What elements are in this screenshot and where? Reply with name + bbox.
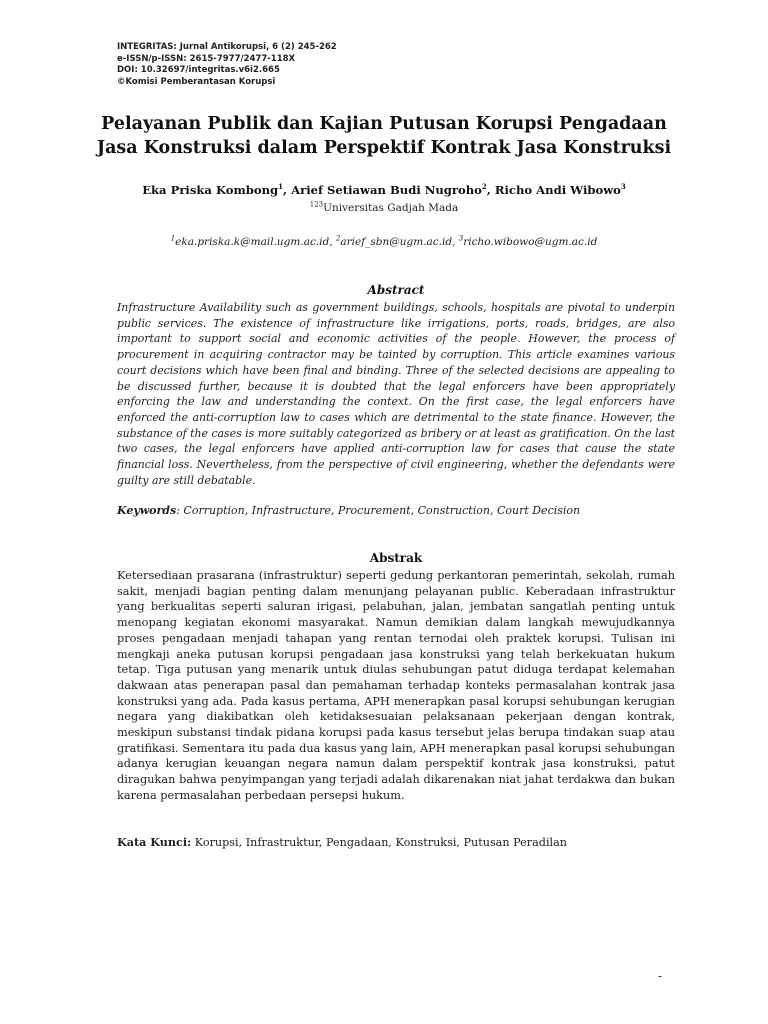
abstrak-body: Ketersediaan prasarana (infrastruktur) seperti gedung perkantoran pemerintah, sekolah, rumah sakit, menjadi bagian penting dalam menunjang pelayanan public. Keberadaan infrastruktur yang berkualitas seperti saluran irigasi, pelabuhan, jalan, jembatan sangatlah penting untuk menopang kegiatan ekonomi masyarakat. Namun demikian dalam langkah mewujudkannya proses pengadaan menjadi tahapan yang rentan ternodai oleh praktek korupsi. Tulisan ini mengkaji aneka putusan korupsi pengadaan jasa konstruksi yang telah berkekuatan hukum tetap. Tiga putusan yang menarik untuk diulas sehubungan patut diduga terdapat kelemahan dakwaan atas penerapan pasal dan pemahaman terhadap konteks permasalahan kontrak jasa konstruksi yang ada. Pada kasus pertama, APH menerapkan pasal korupsi sehubungan kerugian negara yang diakibatkan oleh ketidaksesuaian pelaksanaan pekerjaan dengan kontrak, meskipun substansi tindak pidana korupsi pada kasus tersebut jelas berupa tindakan suap atau gratifikasi. Sementara itu pada dua kasus yang lain, APH menerapkan pasal korupsi sehubungan adanya kerugian keuangan negara namun dalam perspektif kontrak jasa konstruksi, patut diragukan bahwa penyimpangan yang terjadi adalah dikarenakan niat jahat terdakwa dan bukan karena permasalahan perbedaan persepsi hukum. [117, 569, 675, 802]
affiliation-name: Universitas Gadjah Mada [323, 202, 459, 214]
title-line-1: Pelayanan Publik dan Kajian Putusan Korupsi Pengadaan [101, 114, 667, 134]
paper-title [60, 112, 708, 160]
author-sep: , [283, 183, 292, 197]
title-line-2: Jasa Konstruksi dalam Perspektif Kontrak Jasa Konstruksi [96, 138, 672, 158]
kata-kunci-label: Kata Kunci: [117, 835, 192, 849]
copyright-line: ©Komisi Pemberantasan Korupsi [117, 76, 276, 87]
kata-kunci-text: Korupsi, Infrastruktur, Pengadaan, Konstruksi, Putusan Peradilan [191, 836, 567, 849]
email-sup: 2 [335, 234, 341, 243]
email-sup: 3 [458, 234, 464, 243]
kata-kunci-line [117, 835, 675, 849]
abstrak-heading: Abstrak [369, 551, 423, 565]
author-list [60, 183, 708, 197]
author-sup: 1 [278, 182, 284, 192]
author-sup: 3 [620, 182, 626, 192]
journal-header [117, 42, 337, 88]
email-link[interactable]: eka.priska.k@mail.ugm.ac.id [175, 236, 330, 248]
abstract-heading: Abstract [367, 283, 425, 297]
doi-line: DOI: 10.32697/integritas.v6i2.665 [117, 65, 280, 75]
page-mark: - [658, 969, 663, 983]
affiliation [60, 202, 708, 214]
author-name: Richo Andi Wibowo [494, 183, 621, 197]
email-sup: 1 [170, 234, 176, 243]
email-sep: , [329, 236, 336, 248]
abstract-body: Infrastructure Availability such as government buildings, schools, hospitals are pivotal to underpin public services. The existence of infrastructure like irrigations, ports, roads, bridges, are also important to support social and economic activities of the people. However, the process of procurement in acquiring contractor may be tainted by corruption. This article examines various court decisions which have been final and binding. Three of the selected decisions are appealing to be discussed further, because it is doubted that the legal enforcers have been appropriately enforcing the law and understanding the context. On the first case, the legal enforcers have enforced the anti-corruption law to cases which are detrimental to the state finance. However, the substance of the cases is more suitably categorized as bribery or at least as gratification. On the last two cases, the legal enforcers have applied anti-corruption law for cases that cause the state financial loss. Nevertheless, from the perspective of civil engineering, whether the defendants were guilty are still debatable. [117, 301, 675, 487]
author-name: Eka Priska Kombong [142, 183, 279, 197]
email-link[interactable]: richo.wibowo@ugm.ac.id [463, 236, 598, 248]
author-sep: , [486, 183, 495, 197]
author-name: Arief Setiawan Budi Nugroho [291, 183, 482, 197]
issn-line: e-ISSN/p-ISSN: 2615-7977/2477-118X [117, 53, 296, 64]
journal-citation: INTEGRITAS: Jurnal Antikorupsi, 6 (2) 245-262 [117, 42, 337, 52]
email-list [60, 236, 708, 248]
keywords-line [117, 504, 675, 517]
affiliation-sup: 123 [309, 200, 324, 209]
keywords-text: : Corruption, Infrastructure, Procurement, Construction, Court Decision [176, 504, 581, 517]
email-link[interactable]: arief_sbn@ugm.ac.id [340, 236, 453, 248]
author-sup: 2 [481, 182, 487, 192]
keywords-label: Keywords [117, 504, 177, 517]
email-sep: , [452, 236, 459, 248]
